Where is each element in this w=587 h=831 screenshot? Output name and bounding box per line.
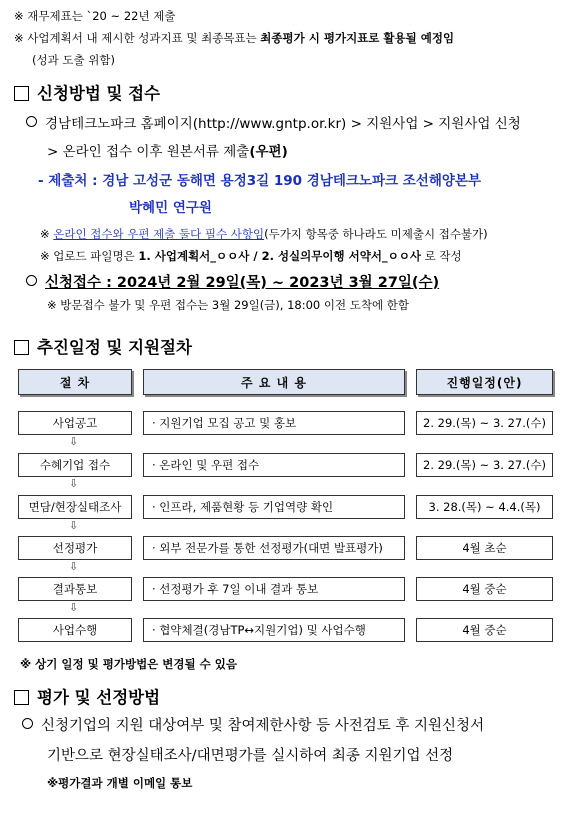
square-bullet-icon xyxy=(14,340,29,355)
procedure-description: · 지원기업 모집 공고 및 홍보 xyxy=(143,411,405,435)
note-filename-names: 1. 사업계획서_ㅇㅇ사 / 2. 성실의무이행 서약서_ㅇㅇ사 xyxy=(138,249,422,263)
evaluation-note: ※평가결과 개별 이메일 통보 xyxy=(47,776,193,790)
section-title: 추진일정 및 지원절차 xyxy=(37,338,192,357)
circle-bullet-icon xyxy=(26,116,37,127)
procedure-description: · 인프라, 제품현황 등 기업역량 확인 xyxy=(143,495,405,519)
note-mark: ※ xyxy=(40,227,54,241)
procedure-step: 선정평가 xyxy=(18,536,132,560)
note-performance-reason: (성과 도출 위함) xyxy=(32,53,115,67)
circle-bullet-icon xyxy=(22,718,33,729)
square-bullet-icon xyxy=(14,86,29,101)
note-filename-head: ※ 업로드 파일명은 xyxy=(40,249,139,263)
note-mandatory xyxy=(40,226,488,242)
submit-contact: 박혜민 연구원 xyxy=(129,200,212,216)
note-visit-post: ※ 방문접수 불가 및 우편 접수는 3월 29일(금), 18:00 이전 도착에 한함 xyxy=(47,298,409,312)
apply-submit-post: (우편) xyxy=(249,144,288,160)
procedure-schedule: 2. 29.(목) ~ 3. 27.(수) xyxy=(416,411,553,435)
down-arrow-icon: ⇩ xyxy=(69,601,79,614)
table-header-schedule: 진행일정(안) xyxy=(416,369,553,395)
down-arrow-icon: ⇩ xyxy=(69,560,79,573)
procedure-description: · 온라인 및 우편 접수 xyxy=(143,453,405,477)
apply-website-line xyxy=(26,112,521,132)
note-performance-text: ※ 사업계획서 내 제시한 성과지표 및 최종목표는 xyxy=(14,31,261,45)
procedure-schedule: 4월 중순 xyxy=(416,577,553,601)
apply-submit-line xyxy=(47,140,288,160)
evaluation-text-1: 신청기업의 지원 대상여부 및 참여제한사항 등 사전검토 후 지원신청서 xyxy=(41,718,485,734)
procedure-step: 수혜기업 접수 xyxy=(18,453,132,477)
note-performance xyxy=(14,30,454,46)
procedure-schedule: 2. 29.(목) ~ 3. 27.(수) xyxy=(416,453,553,477)
note-performance-bold: 최종평가 시 평가지표로 활용될 예정임 xyxy=(260,31,455,45)
down-arrow-icon: ⇩ xyxy=(69,477,79,490)
note-financial: ※ 재무제표는 `20 ~ 22년 제출 xyxy=(14,9,176,23)
section-heading-apply xyxy=(14,80,160,104)
down-arrow-icon: ⇩ xyxy=(69,519,79,532)
procedure-description: · 선정평가 후 7일 이내 결과 통보 xyxy=(143,577,405,601)
application-period xyxy=(26,271,439,292)
note-filename-tail: 로 작성 xyxy=(421,249,462,263)
submit-address: - 제출처 : 경남 고성군 동해면 용정3길 190 경남테크노파크 조선해양본부 xyxy=(38,173,481,189)
procedure-step: 사업수행 xyxy=(18,618,132,642)
down-arrow-icon: ⇩ xyxy=(69,435,79,448)
note-filename xyxy=(40,248,462,264)
section-title: 신청방법 및 접수 xyxy=(37,84,161,103)
procedure-schedule: 4월 중순 xyxy=(416,618,553,642)
procedure-description: · 외부 전문가를 통한 선정평가(대면 발표평가) xyxy=(143,536,405,560)
square-bullet-icon xyxy=(14,690,29,705)
evaluation-line-2: 기반으로 현장실태조사/대면평가를 실시하여 최종 지원기업 선정 xyxy=(47,748,454,764)
section-title: 평가 및 선정방법 xyxy=(37,688,161,707)
procedure-step: 사업공고 xyxy=(18,411,132,435)
procedure-step: 면담/현장실태조사 xyxy=(18,495,132,519)
section-heading-schedule xyxy=(14,334,192,358)
evaluation-line-1 xyxy=(22,714,484,735)
application-period-text: 신청접수 : 2024년 2월 29일(목) ~ 2023년 3월 27일(수) xyxy=(45,275,440,291)
apply-submit-text: > 온라인 접수 이후 원본서류 제출 xyxy=(47,144,250,160)
table-header-step: 절 차 xyxy=(18,369,132,395)
procedure-schedule: 4월 초순 xyxy=(416,536,553,560)
table-header-content: 주 요 내 용 xyxy=(143,369,405,395)
section-heading-evaluation xyxy=(14,684,160,708)
procedure-step: 결과통보 xyxy=(18,577,132,601)
note-mandatory-tail: (두가지 항목중 하나라도 미제출시 접수불가) xyxy=(264,227,488,241)
schedule-footnote: ※ 상기 일정 및 평가방법은 변경될 수 있음 xyxy=(20,657,237,671)
procedure-schedule: 3. 28.(목) ~ 4.4.(목) xyxy=(416,495,553,519)
note-mandatory-emph: 온라인 접수와 우편 제출 둘다 필수 사항임 xyxy=(53,227,265,241)
procedure-description: · 협약체결(경남TP↔지원기업) 및 사업수행 xyxy=(143,618,405,642)
apply-website-text: 경남테크노파크 홈페이지(http://www.gntp.or.kr) > 지원사업 > 지원사업 신청 xyxy=(45,116,521,132)
circle-bullet-icon xyxy=(26,275,37,286)
